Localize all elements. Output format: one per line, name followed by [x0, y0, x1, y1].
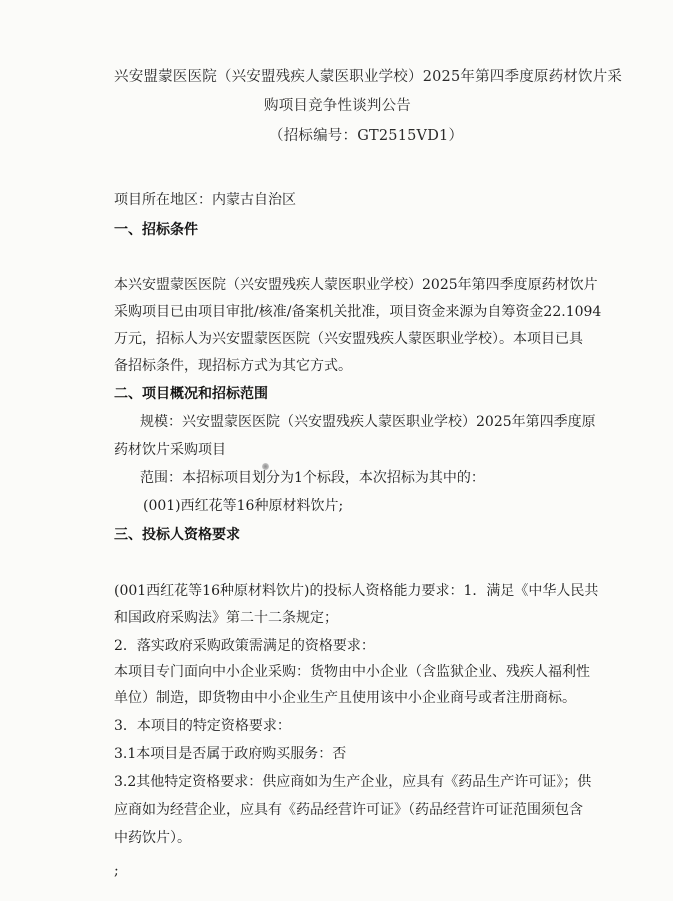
section1-paragraph-line: 采购项目已由项目审批/核准/备案机关批准，项目资金来源为自筹资金22.1094	[114, 304, 602, 320]
document-title-line-2: 购项目竞争性谈判公告	[264, 98, 411, 114]
section3-line: 3.2其他特定资格要求：供应商如为生产企业，应具有《药品生产许可证》；供	[114, 774, 592, 790]
section3-line: ;	[114, 863, 119, 879]
section2-lot-line: (001)西红花等16种原材料饮片;	[143, 498, 344, 514]
section1-paragraph-line: 备招标条件，现招标方式为其它方式。	[114, 358, 352, 374]
section2-scale-line: 规模：兴安盟蒙医医院（兴安盟残疾人蒙医职业学校）2025年第四季度原	[140, 414, 596, 430]
section2-scale-line: 药材饮片采购项目	[114, 442, 226, 458]
section1-paragraph-line: 本兴安盟蒙医医院（兴安盟残疾人蒙医职业学校）2025年第四季度原药材饮片	[114, 277, 598, 293]
section3-line: 2．落实政府采购政策需满足的资格要求：	[114, 638, 375, 654]
section3-line: 应商如为经营企业，应具有《药品经营许可证》（药品经营许可证范围须包含	[114, 802, 583, 818]
section3-line: 3．本项目的特定资格要求：	[114, 718, 291, 734]
section-heading-bidder-qualifications: 三、投标人资格要求	[114, 527, 240, 543]
section2-scope-line: 范围：本招标项目划分为1个标段，本次招标为其中的：	[140, 470, 485, 486]
project-region: 项目所在地区：内蒙古自治区	[114, 192, 296, 208]
section3-line: 中药饮片）。	[114, 830, 191, 846]
scan-smudge	[262, 463, 269, 470]
section3-line: 本项目专门面向中小企业采购：货物由中小企业（含监狱企业、残疾人福利性	[114, 664, 590, 680]
section3-line: (001西红花等16种原材料饮片)的投标人资格能力要求：1．满足《中华人民共	[114, 583, 599, 599]
section3-line: 和国政府采购法》第二十二条规定；	[114, 610, 338, 626]
section1-paragraph-line: 万元，招标人为兴安盟蒙医医院（兴安盟残疾人蒙医职业学校）。本项目已具	[114, 331, 583, 347]
section-heading-bidding-conditions: 一、招标条件	[114, 222, 198, 238]
section-heading-project-overview: 二、项目概况和招标范围	[114, 386, 268, 402]
document-title-line-1: 兴安盟蒙医医院（兴安盟残疾人蒙医职业学校）2025年第四季度原药材饮片采	[114, 69, 623, 85]
section3-line: 3.1本项目是否属于政府购买服务：否	[114, 746, 347, 762]
section3-line: 单位）制造，即货物由中小企业生产且使用该中小企业商号或者注册商标。	[114, 690, 576, 706]
bid-number: （招标编号：GT2515VD1）	[269, 128, 464, 144]
